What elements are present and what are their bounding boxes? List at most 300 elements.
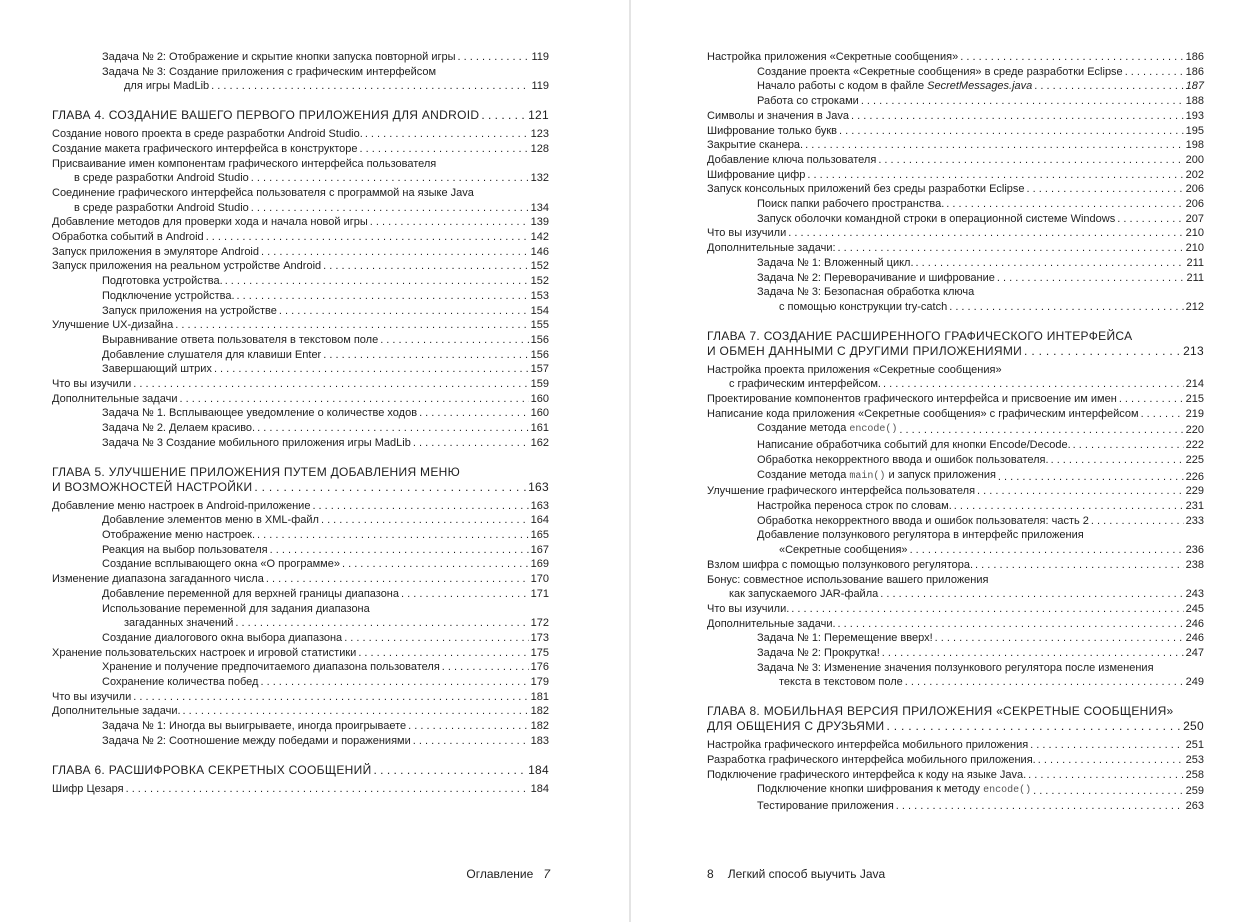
entry-title	[52, 377, 131, 392]
entry-title	[707, 484, 975, 499]
dot-leader	[886, 719, 1181, 734]
entry-title-text: Что вы изучили	[52, 378, 132, 391]
entry-title-line: Бонус: совместное использование вашего приложения	[707, 573, 989, 586]
page-number: 161	[530, 422, 549, 435]
toc-entry	[52, 675, 549, 690]
entry-title-text: Создание метода	[757, 422, 850, 435]
entry-title-text: Тестирование приложения	[757, 799, 894, 812]
page-number: 212	[1185, 300, 1204, 313]
page-number: 167	[530, 543, 549, 556]
dot-leader	[442, 660, 529, 675]
entry-title-text: Подключение устройства.	[102, 289, 235, 302]
entry-title	[102, 660, 440, 675]
entry-title-continuation: И ОБМЕН ДАННЫМИ С ДРУГИМИ ПРИЛОЖЕНИЯМИ	[707, 343, 1023, 358]
entry-title-text: Завершающий штрих	[102, 363, 212, 376]
toc-entry	[707, 79, 1204, 94]
entry-title-text: Задача № 1: Иногда вы выигрываете, иногда проигрываете	[102, 720, 407, 733]
entry-title-text: Задача № 1: Перемещение вверх!	[757, 632, 933, 645]
entry-code: encode()	[983, 785, 1032, 797]
page-number: 250	[1183, 719, 1204, 734]
page-number: 220	[1185, 424, 1204, 437]
dot-leader	[413, 734, 529, 749]
dot-leader	[266, 572, 529, 587]
toc-entry	[707, 212, 1204, 227]
chapter-title-row	[52, 763, 549, 778]
dot-leader	[916, 256, 1185, 271]
page-number: 219	[1185, 407, 1204, 420]
page-number: 179	[530, 676, 549, 689]
entry-title-text: Подключение кнопки шифрования к методу	[757, 783, 984, 796]
entry-title-text: Поиск папки рабочего пространства.	[757, 198, 945, 211]
toc-entry	[52, 587, 549, 602]
entry-title	[102, 348, 321, 363]
dot-leader	[179, 392, 528, 407]
entry-title	[102, 719, 406, 734]
chapter-heading	[52, 465, 549, 495]
toc-entry	[52, 259, 549, 274]
page-number: 119	[531, 80, 549, 93]
entry-continuation	[52, 480, 549, 495]
page-number: 156	[530, 348, 549, 361]
entry-title-text: Добавление методов для проверки хода и начала новой игры	[52, 216, 368, 229]
page-number: 247	[1185, 647, 1204, 660]
entry-title-text: Взлом шифра с помощью ползункового регулятора.	[707, 558, 974, 571]
dot-leader	[370, 215, 529, 230]
entry-title-continuation: для игры MadLib	[124, 80, 210, 93]
dot-leader	[251, 171, 529, 186]
page-number: 121	[528, 108, 549, 123]
entry-continuation	[757, 300, 1204, 315]
toc-entry	[52, 304, 549, 319]
page-number: 171	[530, 587, 549, 600]
toc-entry	[707, 363, 1204, 392]
toc-entry	[707, 124, 1204, 139]
entry-title-text: Что вы изучили	[707, 227, 787, 240]
page-number: 7	[543, 867, 550, 881]
entry-title-text: Изменение диапазона загаданного числа	[52, 573, 264, 586]
page-number: 139	[530, 216, 549, 229]
page-number: 8	[707, 867, 714, 881]
entry-title	[757, 94, 859, 109]
entry-title	[102, 406, 417, 421]
page-number: 211	[1186, 271, 1204, 284]
toc-entry	[707, 602, 1204, 617]
page-number: 243	[1185, 588, 1204, 601]
page-number: 251	[1185, 739, 1204, 752]
entry-title-text: Задача № 2: Соотношение между победами и поражениями	[102, 734, 411, 747]
dot-leader	[401, 587, 529, 602]
page-number: 253	[1185, 753, 1204, 766]
dot-leader	[261, 245, 529, 260]
entry-title-text: Символы и значения в Java	[707, 109, 850, 122]
entry-title-text: Шифр Цезаря	[52, 782, 124, 795]
toc-entry	[707, 661, 1204, 690]
entry-title-line: Использование переменной для задания диапазона	[102, 602, 370, 615]
entry-title-text: Запуск приложения на реальном устройстве Android	[52, 260, 322, 273]
page-number: 186	[1185, 65, 1204, 78]
toc-entry	[707, 558, 1204, 573]
entry-title-after: и запуск приложения	[885, 468, 996, 481]
entry-title-text: Задача № 2: Прокрутка!	[757, 647, 880, 660]
toc-entry	[52, 406, 549, 421]
entry-title-text: Настройка приложения «Секретные сообщения»	[707, 51, 959, 63]
entry-title	[757, 438, 1071, 453]
dot-leader	[1141, 407, 1184, 422]
entry-title	[757, 79, 1032, 94]
entry-title	[707, 124, 837, 139]
toc-entry	[707, 528, 1204, 557]
toc-entry	[707, 271, 1204, 286]
dot-leader	[1117, 212, 1183, 227]
dot-leader	[1024, 344, 1181, 359]
toc-entry	[707, 168, 1204, 183]
entry-title-continuation: текста в текстовом поле	[779, 676, 903, 689]
page-number: 206	[1185, 183, 1204, 196]
dot-leader	[1034, 79, 1183, 94]
entry-title	[757, 256, 914, 271]
toc-entry	[707, 65, 1204, 80]
dot-leader	[910, 543, 1184, 558]
entry-title	[707, 182, 1025, 197]
right-page	[631, 0, 1260, 922]
entry-continuation	[757, 543, 1204, 558]
chapter-title-block	[52, 465, 549, 495]
entry-title-text: Запуск оболочки командной строки в операционной системе Windows	[757, 212, 1116, 225]
entry-title-continuation: ДЛЯ ОБЩЕНИЯ С ДРУЗЬЯМИ	[707, 719, 885, 734]
toc-entry	[52, 318, 549, 333]
toc-entry	[707, 138, 1204, 153]
entry-continuation	[757, 675, 1204, 690]
entry-title-text: Создание макета графического интерфейса в конструкторе	[52, 142, 358, 155]
dot-leader	[211, 79, 529, 94]
toc-entry	[52, 142, 549, 157]
entry-title-line: Добавление ползункового регулятора в интерфейс приложения	[757, 529, 1084, 542]
entry-title-text: Улучшение UX-дизайна	[52, 319, 174, 332]
page-number: 157	[530, 363, 549, 376]
entry-title	[707, 768, 1026, 783]
entry-title	[757, 197, 944, 212]
entry-title-text: Проектирование компонентов графического интерфейса и присвоение им имен	[707, 393, 1117, 406]
dot-leader	[805, 138, 1184, 153]
entry-title-continuation: И ВОЗМОЖНОСТЕЙ НАСТРОЙКИ	[52, 479, 253, 494]
page-number: 155	[530, 319, 549, 332]
entry-title-text: Работа со строками	[757, 95, 859, 108]
dot-leader	[175, 318, 528, 333]
left-page	[0, 0, 629, 922]
dot-leader	[899, 423, 1183, 438]
entry-title-text: Задача № 1: Вложенный цикл.	[757, 256, 914, 269]
toc-entry	[707, 153, 1204, 168]
toc-entry	[707, 768, 1204, 783]
entry-title-text: Создание диалогового окна выбора диапазона	[102, 631, 343, 644]
entry-title	[52, 230, 204, 245]
entry-title	[52, 704, 181, 719]
entry-title-text: Настройка переноса строк по словам.	[757, 499, 952, 512]
page-number: 165	[530, 528, 549, 541]
entry-title	[757, 65, 1123, 80]
toc-entry	[707, 226, 1204, 241]
dot-leader	[949, 300, 1183, 315]
entry-title-text: Улучшение графического интерфейса пользователя	[707, 485, 976, 498]
page-number: 172	[530, 617, 549, 630]
entry-title	[757, 782, 1031, 799]
page-number: 154	[530, 304, 549, 317]
page-number: 160	[530, 392, 549, 405]
page-number: 246	[1185, 617, 1204, 630]
entry-title-text: Выравнивание ответа пользователя в текстовом поле	[102, 333, 379, 346]
toc-entry	[52, 215, 549, 230]
toc-entry	[52, 436, 549, 451]
page-number: 225	[1185, 453, 1204, 466]
entry-title	[707, 226, 786, 241]
entry-title-text: Шифрование только букв	[707, 124, 838, 137]
toc-entry	[52, 230, 549, 245]
dot-leader	[380, 333, 528, 348]
entry-title-text: Добавление элементов меню в XML-файл	[102, 514, 319, 527]
entry-continuation	[707, 719, 1204, 734]
toc-entry	[707, 631, 1204, 646]
dot-leader	[1027, 182, 1184, 197]
toc-entry	[52, 646, 549, 661]
dot-leader	[977, 484, 1184, 499]
toc-entry	[707, 782, 1204, 799]
entry-title	[102, 436, 411, 451]
page-number: 213	[1183, 343, 1204, 358]
entry-title	[52, 763, 372, 778]
dot-leader	[206, 230, 529, 245]
page-number: 119	[531, 51, 549, 63]
entry-title-text: Запуск приложения на устройстве	[102, 304, 277, 317]
dot-leader	[358, 646, 528, 661]
entry-title	[707, 153, 876, 168]
toc-entry	[707, 438, 1204, 453]
entry-continuation	[52, 201, 549, 216]
page-number: 175	[530, 646, 549, 659]
toc-entry	[52, 333, 549, 348]
entry-title	[102, 513, 319, 528]
dot-leader	[1030, 738, 1183, 753]
table-of-contents	[707, 50, 1204, 814]
page-number: 214	[1185, 378, 1204, 391]
entry-title-text: Задача № 1. Всплывающее уведомление о количестве ходов	[102, 407, 418, 420]
entry-title-text: Добавление ключа пользователя	[707, 153, 877, 166]
page-number: 153	[530, 289, 549, 302]
dot-leader	[279, 304, 529, 319]
dot-leader	[975, 558, 1184, 573]
dot-leader	[878, 153, 1183, 168]
page-number: 238	[1185, 558, 1204, 571]
entry-title-text: Создание всплывающего окна «О программе»	[102, 558, 340, 571]
page-number: 202	[1185, 168, 1204, 181]
page-number: 187	[1185, 80, 1204, 93]
entry-title	[707, 392, 1117, 407]
dot-leader	[323, 348, 528, 363]
toc-entry	[52, 245, 549, 260]
toc-entry	[707, 256, 1204, 271]
page-number: 152	[530, 275, 549, 288]
toc-entry	[707, 392, 1204, 407]
page-number: 184	[530, 782, 549, 795]
entry-title	[757, 631, 933, 646]
page-number: 128	[530, 142, 549, 155]
dot-leader	[133, 690, 528, 705]
page-number: 211	[1186, 256, 1204, 269]
page-number: 210	[1185, 242, 1204, 255]
dot-leader	[312, 499, 528, 514]
entry-title-text: Хранение пользовательских настроек и игровой статистики	[52, 646, 357, 659]
entry-title-text: Добавление слушателя для клавиши Enter	[102, 348, 322, 361]
page-number: 142	[530, 231, 549, 244]
toc-entry	[52, 543, 549, 558]
entry-title	[757, 499, 952, 514]
dot-leader	[251, 201, 529, 216]
toc-entry	[707, 799, 1204, 814]
toc-entry	[52, 602, 549, 631]
chapter-title-block	[707, 329, 1204, 359]
entry-title	[757, 468, 996, 485]
page-number: 162	[530, 436, 549, 449]
entry-title-text: Обработка некорректного ввода и ошибок пользователя.	[757, 453, 1049, 466]
page-number: 164	[530, 514, 549, 527]
dot-leader	[997, 271, 1185, 286]
page-number: 258	[1185, 768, 1204, 781]
dot-leader	[1051, 453, 1184, 468]
entry-title	[757, 212, 1115, 227]
page-number: 156	[530, 333, 549, 346]
entry-title	[102, 734, 411, 749]
toc-entry	[52, 499, 549, 514]
page-number: 188	[1185, 95, 1204, 108]
toc-entry	[707, 753, 1204, 768]
toc-entry	[52, 690, 549, 705]
entry-title	[102, 528, 255, 543]
page-number: 182	[530, 720, 549, 733]
entry-title-continuation: с помощью конструкции try-catch	[779, 300, 948, 313]
entry-title	[52, 142, 358, 157]
entry-title-text: Что вы изучили	[52, 690, 132, 703]
dot-leader	[788, 226, 1183, 241]
entry-title	[52, 127, 363, 142]
dot-leader	[323, 259, 529, 274]
dot-leader	[954, 499, 1184, 514]
entry-title-line: ГЛАВА 8. МОБИЛЬНАЯ ВЕРСИЯ ПРИЛОЖЕНИЯ «СЕКРЕТНЫЕ СООБЩЕНИЯ»	[707, 704, 1174, 719]
page-number: 215	[1185, 393, 1204, 406]
entry-title-line: ГЛАВА 5. УЛУЧШЕНИЕ ПРИЛОЖЕНИЯ ПУТЕМ ДОБАВЛЕНИЯ МЕНЮ	[52, 464, 461, 479]
page-number: 186	[1185, 51, 1204, 63]
toc-entry	[707, 499, 1204, 514]
entry-title-text: Запуск консольных приложений без среды разработки Eclipse	[707, 183, 1025, 196]
dot-leader	[791, 602, 1183, 617]
dot-leader	[481, 108, 526, 123]
toc-entry	[707, 514, 1204, 529]
chapter-heading	[707, 329, 1204, 359]
page-number: 195	[1185, 124, 1204, 137]
toc-entry	[707, 50, 1204, 65]
entry-title-line: Задача № 3: Создание приложения с графическим интерфейсом	[102, 65, 437, 78]
toc-entry	[52, 377, 549, 392]
dot-leader	[1028, 768, 1183, 783]
entry-continuation	[707, 377, 1204, 392]
dot-leader	[260, 675, 528, 690]
page-number: 163	[530, 499, 549, 512]
page-footer	[707, 866, 1007, 882]
toc-entry	[707, 453, 1204, 468]
toc-entry	[707, 468, 1204, 485]
dot-leader	[935, 631, 1184, 646]
dot-leader	[1038, 753, 1184, 768]
dot-leader	[344, 631, 528, 646]
entry-title-text: Сохранение количества побед	[102, 676, 259, 689]
entry-continuation	[707, 587, 1204, 602]
dot-leader	[413, 436, 529, 451]
dot-leader	[883, 377, 1184, 392]
toc-entry	[52, 734, 549, 749]
page-number: 176	[530, 661, 549, 674]
dot-leader	[214, 362, 529, 377]
entry-code: encode()	[849, 424, 898, 436]
entry-title	[102, 557, 340, 572]
dot-leader	[946, 197, 1183, 212]
entry-title	[52, 499, 310, 514]
toc-entry	[707, 573, 1204, 602]
entry-title-text: Добавление переменной для верхней границы диапазона	[102, 587, 399, 600]
page-number: 246	[1185, 632, 1204, 645]
dot-leader	[235, 616, 528, 631]
toc-entry	[707, 94, 1204, 109]
entry-title-text: Дополнительные задачи.	[707, 617, 836, 630]
entry-title-line: Присваивание имен компонентам графического интерфейса пользователя	[52, 157, 437, 170]
dot-leader	[183, 704, 529, 719]
entry-title-text: Шифрование цифр	[707, 168, 806, 181]
entry-title-line: Задача № 3: Безопасная обработка ключа	[757, 286, 975, 299]
entry-title	[707, 138, 803, 153]
page-number: 123	[530, 128, 549, 141]
toc-entry	[707, 738, 1204, 753]
entry-title	[707, 168, 805, 183]
chapter-title-row	[52, 108, 549, 123]
page-number: 229	[1185, 485, 1204, 498]
toc-entry	[52, 782, 549, 797]
toc-entry	[707, 646, 1204, 661]
entry-title	[707, 617, 836, 632]
dot-leader	[374, 763, 527, 778]
entry-title-text: Начало работы с кодом в файле	[757, 80, 928, 93]
page-number: 163	[528, 479, 549, 494]
dot-leader	[880, 587, 1183, 602]
entry-code: main()	[849, 470, 886, 482]
page-number: 169	[530, 558, 549, 571]
entry-title-text: Подключение графического интерфейса к коду на языке Java.	[707, 768, 1027, 781]
page-number: 233	[1185, 514, 1204, 527]
dot-leader	[839, 124, 1184, 139]
page-number: 193	[1185, 109, 1204, 122]
entry-title	[102, 362, 212, 377]
entry-title-text: Реакция на выбор пользователя	[102, 543, 268, 556]
dot-leader	[960, 50, 1183, 65]
page-number: 200	[1185, 153, 1204, 166]
dot-leader	[458, 50, 530, 65]
entry-title-text: Дополнительные задачи.	[52, 705, 181, 718]
page-number: 222	[1185, 439, 1204, 452]
entry-title	[52, 318, 173, 333]
toc-entry	[52, 274, 549, 289]
entry-title-text: ГЛАВА 4. СОЗДАНИЕ ВАШЕГО ПЕРВОГО ПРИЛОЖЕНИЯ ДЛЯ ANDROID	[52, 108, 480, 123]
dot-leader	[237, 289, 529, 304]
page-number: 173	[530, 631, 549, 644]
entry-title-text: Обработка некорректного ввода и ошибок пользователя: часть 2	[757, 514, 1089, 527]
page-number: 160	[530, 407, 549, 420]
toc-entry	[707, 617, 1204, 632]
